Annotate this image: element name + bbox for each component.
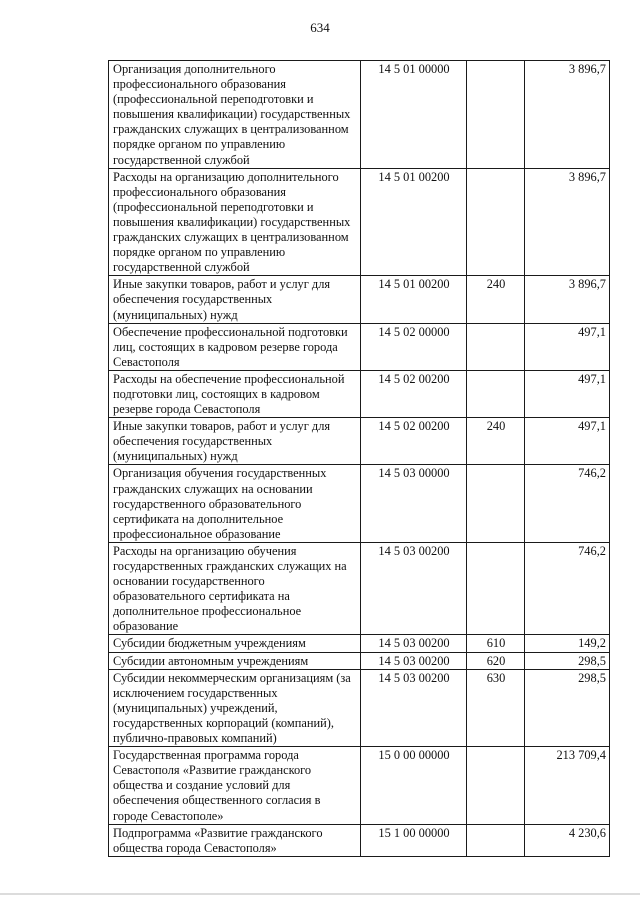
- row-amount-cell: 3 896,7: [525, 61, 610, 169]
- row-code-cell: 14 5 01 00200: [361, 168, 467, 276]
- row-amount-cell: 746,2: [525, 542, 610, 635]
- row-expense-type-cell: 240: [467, 418, 525, 465]
- budget-table: [108, 60, 610, 857]
- row-expense-type-cell: 630: [467, 669, 525, 746]
- row-code-cell: 14 5 02 00200: [361, 370, 467, 417]
- row-amount-cell: 298,5: [525, 652, 610, 669]
- row-expense-type-cell: [467, 465, 525, 542]
- row-code-cell: 14 5 01 00000: [361, 61, 467, 169]
- row-name-cell: Субсидии некоммерческим организациям (за исключением государственных (муниципальных) учреждений, государственных корпораций (компаний), публично-правовых компаний): [109, 669, 361, 746]
- row-code-cell: 15 1 00 00000: [361, 824, 467, 856]
- row-code-cell: 14 5 03 00200: [361, 542, 467, 635]
- table-row: [109, 418, 610, 465]
- row-name-cell: Организация обучения государственных гражданских служащих на основании государственного образовательного сертификата на дополнительное профессиональное образование: [109, 465, 361, 542]
- table-row: [109, 652, 610, 669]
- table-row: [109, 635, 610, 652]
- row-amount-cell: 497,1: [525, 370, 610, 417]
- page-bottom-edge: [0, 893, 640, 895]
- row-expense-type-cell: 620: [467, 652, 525, 669]
- row-amount-cell: 298,5: [525, 669, 610, 746]
- table-row: [109, 276, 610, 323]
- row-name-cell: Иные закупки товаров, работ и услуг для обеспечения государственных (муниципальных) нужд: [109, 418, 361, 465]
- row-expense-type-cell: [467, 323, 525, 370]
- row-expense-type-cell: [467, 370, 525, 417]
- row-name-cell: Организация дополнительного профессионального образования (профессиональной переподготовки и повышения квалификации) государственных гражданских служащих в централизованном порядке органом по управлению государственной службой: [109, 61, 361, 169]
- row-amount-cell: 497,1: [525, 418, 610, 465]
- row-code-cell: 14 5 03 00200: [361, 635, 467, 652]
- row-name-cell: Обеспечение профессиональной подготовки лиц, состоящих в кадровом резерве города Севастополя: [109, 323, 361, 370]
- row-name-cell: Расходы на обеспечение профессиональной подготовки лиц, состоящих в кадровом резерве города Севастополя: [109, 370, 361, 417]
- row-code-cell: 14 5 03 00000: [361, 465, 467, 542]
- row-code-cell: 15 0 00 00000: [361, 747, 467, 824]
- budget-table-body: [109, 61, 610, 857]
- row-expense-type-cell: 240: [467, 276, 525, 323]
- table-row: [109, 465, 610, 542]
- row-amount-cell: 3 896,7: [525, 168, 610, 276]
- row-amount-cell: 213 709,4: [525, 747, 610, 824]
- table-row: [109, 370, 610, 417]
- row-amount-cell: 497,1: [525, 323, 610, 370]
- table-row: [109, 747, 610, 824]
- row-name-cell: Иные закупки товаров, работ и услуг для обеспечения государственных (муниципальных) нужд: [109, 276, 361, 323]
- row-expense-type-cell: [467, 168, 525, 276]
- row-amount-cell: 746,2: [525, 465, 610, 542]
- row-expense-type-cell: [467, 824, 525, 856]
- table-row: [109, 824, 610, 856]
- row-name-cell: Субсидии бюджетным учреждениям: [109, 635, 361, 652]
- table-row: [109, 323, 610, 370]
- row-name-cell: Субсидии автономным учреждениям: [109, 652, 361, 669]
- table-row: [109, 168, 610, 276]
- table-row: [109, 542, 610, 635]
- row-name-cell: Расходы на организацию обучения государственных гражданских служащих на основании государственного образовательного сертификата на дополнительное профессиональное образование: [109, 542, 361, 635]
- row-expense-type-cell: [467, 747, 525, 824]
- row-code-cell: 14 5 01 00200: [361, 276, 467, 323]
- row-name-cell: Подпрограмма «Развитие гражданского общества города Севастополя»: [109, 824, 361, 856]
- row-expense-type-cell: 610: [467, 635, 525, 652]
- row-code-cell: 14 5 02 00200: [361, 418, 467, 465]
- table-row: [109, 669, 610, 746]
- row-expense-type-cell: [467, 61, 525, 169]
- row-name-cell: Государственная программа города Севастополя «Развитие гражданского общества и создание условий для обеспечения общественного согласия в городе Севастополе»: [109, 747, 361, 824]
- row-code-cell: 14 5 03 00200: [361, 652, 467, 669]
- row-code-cell: 14 5 03 00200: [361, 669, 467, 746]
- row-code-cell: 14 5 02 00000: [361, 323, 467, 370]
- table-row: [109, 61, 610, 169]
- page-number: 634: [310, 20, 330, 35]
- row-amount-cell: 149,2: [525, 635, 610, 652]
- row-amount-cell: 4 230,6: [525, 824, 610, 856]
- row-amount-cell: 3 896,7: [525, 276, 610, 323]
- row-expense-type-cell: [467, 542, 525, 635]
- row-name-cell: Расходы на организацию дополнительного профессионального образования (профессиональной переподготовки и повышения квалификации) государственных гражданских служащих в централизованном порядке органом по управлению государственной службой: [109, 168, 361, 276]
